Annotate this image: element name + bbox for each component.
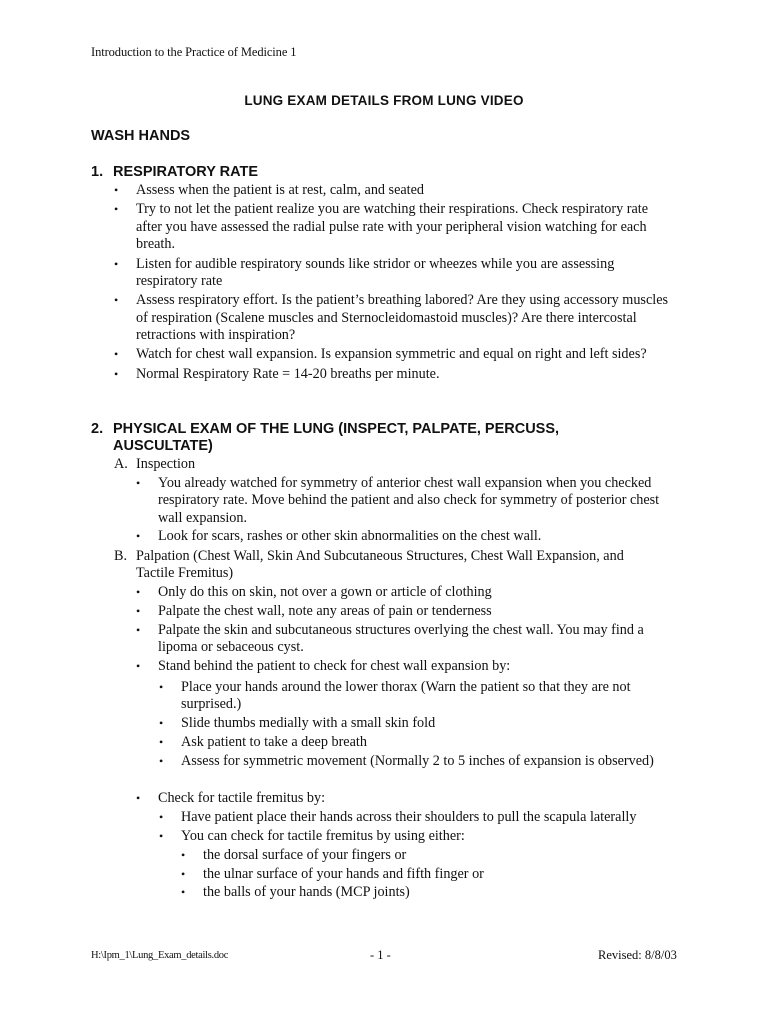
list-item: • Have patient place their hands across their shoulders to pull the scapula laterally <box>159 809 637 825</box>
section-2-title-line2: AUSCULTATE) <box>113 438 213 454</box>
list-item: • Palpate the skin and subcutaneous structures overlying the chest wall. You may find a lipoma or sebaceous cyst. <box>136 621 644 656</box>
bullet-icon: • <box>136 658 141 673</box>
section-2-title-line1: PHYSICAL EXAM OF THE LUNG (INSPECT, PALPATE, PERCUSS, <box>113 421 560 437</box>
bullet-icon: • <box>114 366 119 381</box>
bullet-icon: • <box>114 256 119 271</box>
subsection-a-heading <box>114 456 195 473</box>
inspection-list <box>136 475 678 547</box>
footer-file-path: H:\Ipm_1\Lung_Exam_details.doc <box>91 950 229 961</box>
bullet-icon: • <box>159 735 164 750</box>
palpation-list <box>136 584 678 677</box>
list-item: • You can check for tactile fremitus by using either: <box>159 827 465 844</box>
bullet-icon: • <box>136 476 141 490</box>
bullet-icon: • <box>159 828 164 843</box>
bullet-icon: • <box>114 183 119 197</box>
bullet-icon: • <box>136 529 141 544</box>
section-2-number: 2. <box>91 421 104 437</box>
list-item: • Palpate the chest wall, note any areas of pain or tenderness <box>136 602 492 619</box>
bullet-icon: • <box>181 848 186 862</box>
list-item: • Only do this on skin, not over a gown or article of clothing <box>136 584 492 600</box>
bullet-icon: • <box>159 810 164 824</box>
subsection-b-letter: B. <box>114 548 128 564</box>
bullet-icon: • <box>181 866 186 881</box>
bullet-icon: • <box>136 585 141 599</box>
fremitus-steps-list <box>159 809 681 847</box>
bullet-icon: • <box>136 791 141 805</box>
subsection-b-label-line2: Tactile Fremitus) <box>136 565 234 582</box>
subsection-a-letter: A. <box>114 456 128 472</box>
list-item: • Assess when the patient is at rest, calm, and seated <box>114 182 425 198</box>
bullet-icon: • <box>114 293 119 308</box>
bullet-icon: • <box>159 753 164 768</box>
bullet-icon: • <box>114 202 119 217</box>
list-item: • Slide thumbs medially with a small skin fold <box>159 715 436 732</box>
list-item: • Ask patient to take a deep breath <box>159 734 367 751</box>
list-item: • You already watched for symmetry of anterior chest wall expansion when you checked respiratory rate. Move behind the patient and also check for symmetry of posterior chest wall expansion. <box>136 475 660 526</box>
footer-page-number: - 1 - <box>370 948 391 962</box>
section-1-heading <box>91 164 258 181</box>
document-title: LUNG EXAM DETAILS FROM LUNG VIDEO <box>244 93 524 108</box>
bullet-icon: • <box>136 603 141 618</box>
list-item: • Assess respiratory effort. Is the patient’s breathing labored? Are they using accessory muscles of respiration (Scalene muscles and Sternocleidomastoid muscles)? Are there intercostal retractions with inspiration? <box>114 292 669 343</box>
subsection-a-label: Inspection <box>136 456 196 472</box>
running-header: Introduction to the Practice of Medicine 1 <box>91 45 297 59</box>
bullet-icon: • <box>159 716 164 731</box>
respiratory-rate-list <box>114 182 676 385</box>
fremitus-methods-list <box>181 847 673 903</box>
list-item: • the ulnar surface of your hands and fifth finger or <box>181 865 484 882</box>
bullet-icon: • <box>159 680 164 694</box>
list-item: • the dorsal surface of your fingers or <box>181 847 407 863</box>
subsection-b-heading <box>114 548 674 583</box>
bullet-icon: • <box>181 885 186 900</box>
chest-expansion-list <box>159 679 671 772</box>
section-1-title: RESPIRATORY RATE <box>113 164 259 180</box>
section-2-heading <box>91 421 691 455</box>
list-item: • Try to not let the patient realize you are watching their respirations. Check respiratory rate after you have assessed the radial pulse rate with your peripheral vision watching for each breath. <box>114 201 649 253</box>
section-1-number: 1. <box>91 164 104 180</box>
list-item: • the balls of your hands (MCP joints) <box>181 884 410 901</box>
list-item: • Look for scars, rashes or other skin abnormalities on the chest wall. <box>136 528 542 545</box>
bullet-icon: • <box>114 347 119 362</box>
list-item: • Place your hands around the lower thorax (Warn the patient so that they are not surprised.) <box>159 679 631 713</box>
subsection-b-label-line1: Palpation (Chest Wall, Skin And Subcutaneous Structures, Chest Wall Expansion, and <box>136 548 624 564</box>
wash-hands-heading: WASH HANDS <box>91 128 191 144</box>
list-item: • Assess for symmetric movement (Normally 2 to 5 inches of expansion is observed) <box>159 752 654 769</box>
list-item: • Stand behind the patient to check for chest wall expansion by: <box>136 657 511 674</box>
bullet-icon: • <box>136 622 141 637</box>
list-item: • Listen for audible respiratory sounds like stridor or wheezes while you are assessing respiratory rate <box>114 255 615 289</box>
fremitus-heading-list <box>136 790 678 807</box>
list-item: • Normal Respiratory Rate = 14-20 breaths per minute. <box>114 365 440 382</box>
footer-revised-date: Revised: 8/8/03 <box>598 948 677 962</box>
list-item: • Watch for chest wall expansion. Is expansion symmetric and equal on right and left sides? <box>114 346 647 363</box>
list-item: • Check for tactile fremitus by: <box>136 790 326 806</box>
